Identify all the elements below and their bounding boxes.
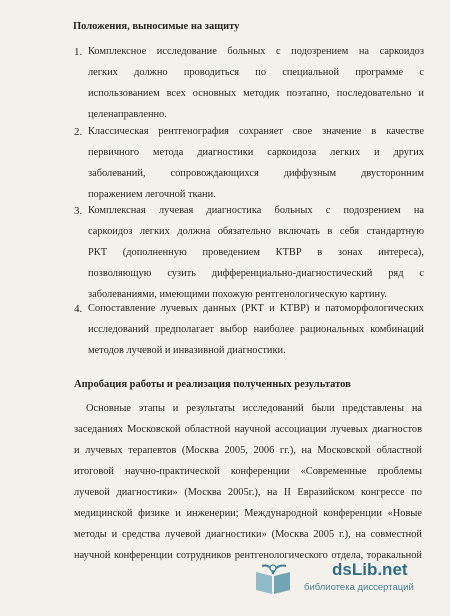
item-3-line-5: заболеваниями, имеющими похожую рентгенологическую картину. bbox=[88, 289, 387, 300]
item-3-line-4: позволяющую сузить дифференциально-диагностический ряд с bbox=[88, 268, 424, 279]
item-4-line-3: методов лучевой и инвазивной диагностики. bbox=[88, 345, 286, 356]
watermark-subtitle: библиотека диссертаций bbox=[304, 582, 414, 593]
item-3-line-2: саркоидоз легких должна обязательно включать в себя стандартную bbox=[88, 226, 424, 237]
paragraph-line-4: итоговой научно-практической конференции «Современные проблемы bbox=[74, 466, 422, 477]
list-number-4: 4. bbox=[74, 303, 83, 315]
item-1-line-1: Комплексное исследование больных с подозрением на саркоидоз bbox=[88, 46, 424, 57]
section-heading-approbation: Апробация работы и реализация полученных результатов bbox=[74, 379, 351, 390]
paragraph-line-6: медицинской физике и инженерии; Международной конференции «Новые bbox=[74, 508, 422, 519]
list-number-2: 2. bbox=[74, 126, 83, 138]
paragraph-line-8: научной конференции сотрудников рентгенологического отдела, торакальной bbox=[74, 550, 422, 561]
book-logo-icon bbox=[252, 562, 296, 596]
item-3-line-3: РКТ (дополненную проведением КТВР в зонах интереса), bbox=[88, 247, 424, 258]
paragraph-line-2: заседаниях Московской областной научной ассоциации лучевых диагностов bbox=[74, 424, 422, 435]
item-1-line-4: целенаправленно. bbox=[88, 109, 167, 120]
item-4-line-1: Сопоставление лучевых данных (РКТ и КТВР) и патоморфологических bbox=[88, 303, 424, 314]
paragraph-line-3: и лучевых терапевтов (Москва 2005, 2006 гг.), на Московской областной bbox=[74, 445, 422, 456]
list-number-3: 3. bbox=[74, 205, 83, 217]
list-number-1: 1. bbox=[74, 46, 83, 58]
item-2-line-4: поражением легочной ткани. bbox=[88, 189, 216, 200]
item-1-line-2: легких должно проводиться по специальной программе с bbox=[88, 67, 424, 78]
section-heading-defense-points: Положения, выносимые на защиту bbox=[73, 21, 240, 32]
item-2-line-2: первичного метода диагностики саркоидоза легких и других bbox=[88, 147, 424, 158]
paragraph-line-5: лучевой диагностики» (Москва 2005г.), на II Евразийском конгрессе по bbox=[74, 487, 422, 498]
paragraph-line-7: методы и средства лучевой диагностики» (Москва 2005 г.), на совместной bbox=[74, 529, 422, 540]
dslib-watermark[interactable] bbox=[252, 560, 434, 600]
item-1-line-3: использованием всех основных методик поэтапно, последовательно и bbox=[88, 88, 424, 99]
item-2-line-3: заболеваний, сопровождающихся диффузным двусторонним bbox=[88, 168, 424, 179]
item-3-line-1: Комплексная лучевая диагностика больных с подозрением на bbox=[88, 205, 424, 216]
watermark-title: dsLib.net bbox=[332, 560, 408, 579]
item-2-line-1: Классическая рентгенография сохраняет свое значение в качестве bbox=[88, 126, 424, 137]
item-4-line-2: исследований предполагает выбор наиболее рациональных комбинаций bbox=[88, 324, 424, 335]
paragraph-line-1: Основные этапы и результаты исследований были представлены на bbox=[86, 403, 422, 414]
